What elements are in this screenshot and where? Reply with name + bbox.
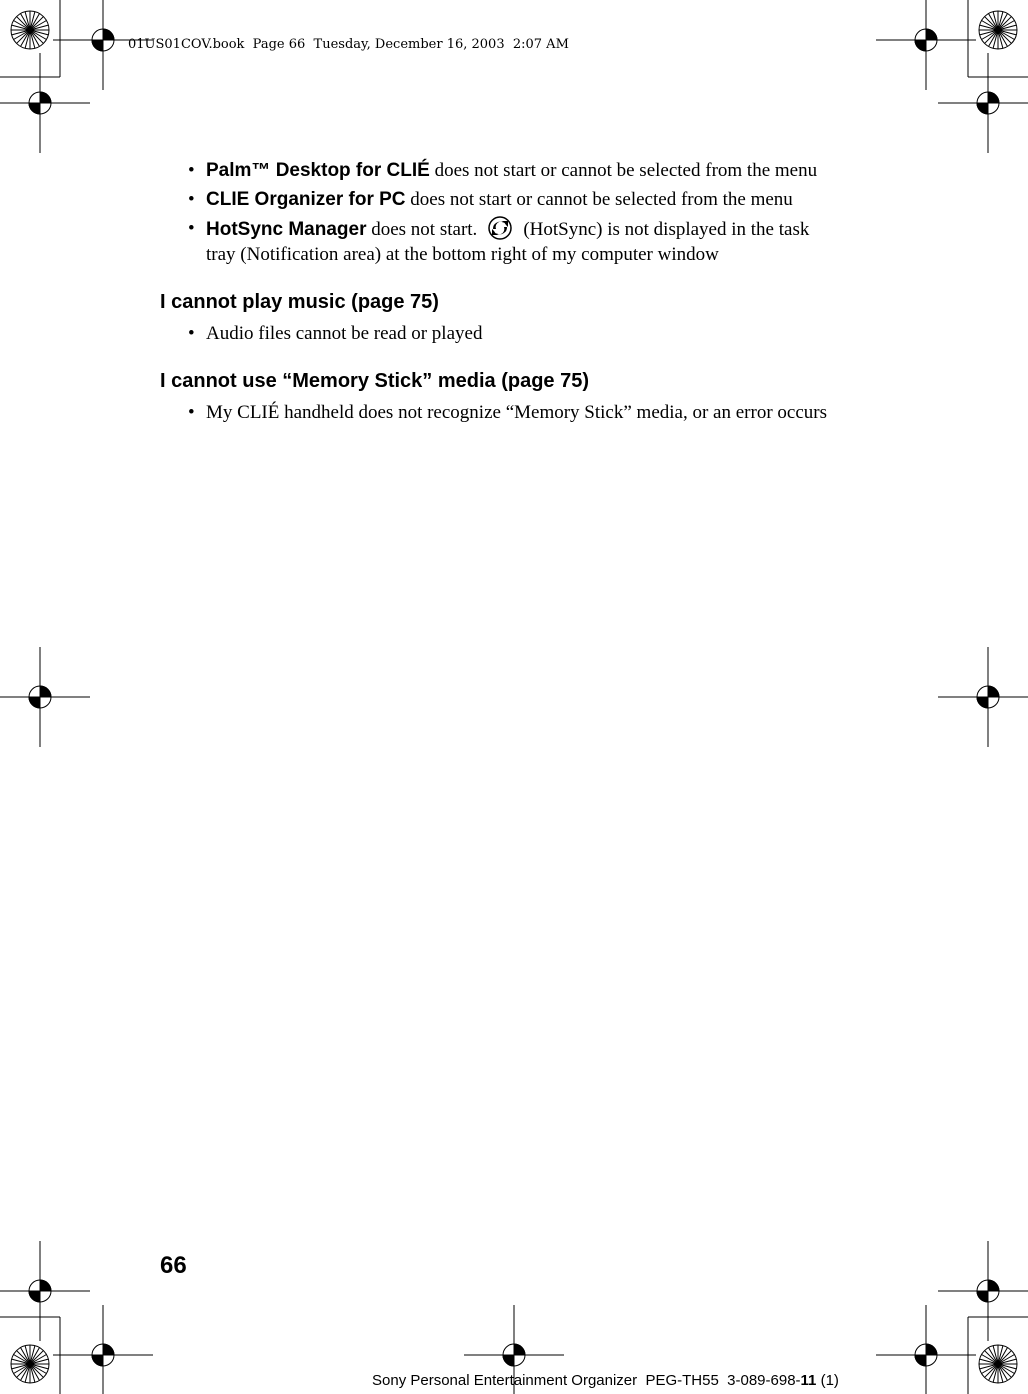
app-name: CLIE Organizer for PC bbox=[206, 189, 406, 210]
bullet: • bbox=[188, 160, 195, 181]
footer-suffix: (1) bbox=[816, 1372, 839, 1389]
item-text: My CLIÉ handheld does not recognize “Memory Stick” media, or an error occurs bbox=[206, 402, 827, 423]
crosshair-target bbox=[938, 53, 1028, 153]
crosshair-target bbox=[0, 1241, 90, 1341]
starburst-target bbox=[11, 11, 49, 49]
footer bbox=[372, 1372, 839, 1389]
list-item bbox=[160, 187, 840, 212]
crosshair-target bbox=[0, 53, 90, 153]
starburst-target bbox=[11, 1345, 49, 1383]
crosshair-target bbox=[938, 1241, 1028, 1341]
bullet: • bbox=[188, 218, 195, 239]
crosshair-target bbox=[0, 647, 90, 747]
content bbox=[160, 158, 840, 429]
section-memory-stick bbox=[160, 368, 840, 425]
section-heading: I cannot play music (page 75) bbox=[160, 291, 439, 313]
app-name: HotSync Manager bbox=[206, 219, 367, 240]
item-text: (HotSync) is not displayed in the task tray (Notification area) at the bottom right of my computer window bbox=[206, 219, 810, 265]
page-number: 66 bbox=[160, 1252, 187, 1279]
starburst-target bbox=[979, 11, 1017, 49]
bullet: • bbox=[188, 402, 195, 423]
list-item bbox=[160, 158, 840, 183]
crosshair-target bbox=[876, 0, 976, 90]
bullet: • bbox=[188, 323, 195, 344]
crosshair-target bbox=[876, 1305, 976, 1394]
hotsync-icon bbox=[483, 216, 517, 240]
item-text: Audio files cannot be read or played bbox=[206, 323, 483, 344]
bullet: • bbox=[188, 189, 195, 210]
footer-text: Sony Personal Entertainment Organizer PEG-TH55 3-089-698- bbox=[372, 1372, 801, 1389]
item-text: does not start. bbox=[366, 219, 478, 240]
section-play-music bbox=[160, 289, 840, 346]
app-name: Palm™ Desktop for CLIÉ bbox=[206, 160, 430, 181]
item-text: does not start or cannot be selected from the menu bbox=[405, 189, 793, 210]
item-text: does not start or cannot be selected from the menu bbox=[429, 160, 818, 181]
footer-bold: 11 bbox=[800, 1372, 817, 1389]
section-heading: I cannot use “Memory Stick” media (page 75) bbox=[160, 370, 590, 392]
list-item bbox=[160, 400, 840, 425]
book-info-header: 01US01COV.book Page 66 Tuesday, December 16, 2003 2:07 AM bbox=[128, 37, 569, 52]
crosshair-target bbox=[938, 647, 1028, 747]
list-item bbox=[160, 216, 840, 267]
starburst-target bbox=[979, 1345, 1017, 1383]
list-item bbox=[160, 321, 840, 346]
crosshair-target bbox=[53, 1305, 153, 1394]
